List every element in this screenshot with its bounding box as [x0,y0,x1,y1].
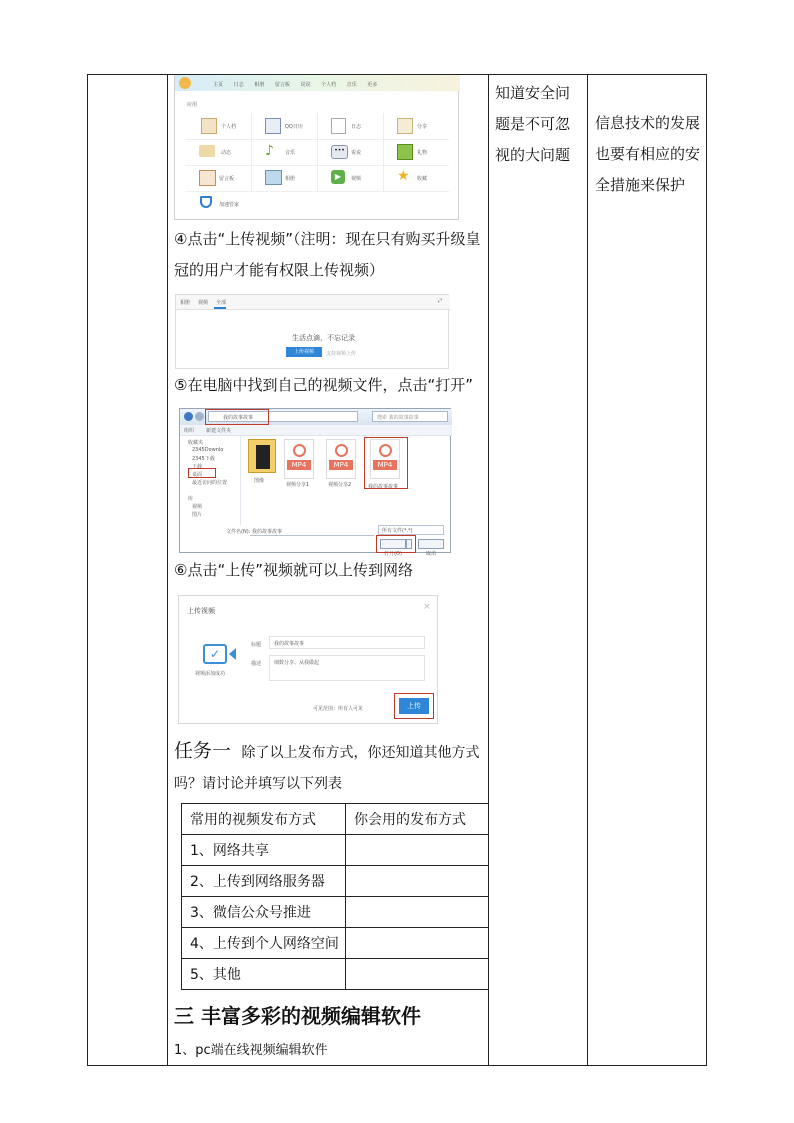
app-label: 音乐 [285,150,296,156]
sidebar-item-videos[interactable]: 视频 [192,504,203,510]
step-5-text: ⑤在电脑中找到自己的视频文件，点击“打开” [174,376,473,394]
desktop-highlight [188,468,216,478]
file-item-folder[interactable] [246,439,280,487]
mp4-file-icon: MP4 [284,439,314,479]
answer-cell[interactable] [346,959,489,990]
publish-methods-table [181,803,489,990]
table-bottom-border [87,1065,707,1066]
sidebar-item-library[interactable]: 库 [188,496,194,502]
section-3-heading: 三 丰富多彩的视频编辑软件 [174,1004,421,1028]
filename-input-line[interactable] [250,535,374,536]
header-common-methods: 常用的视频发布方式 [182,804,346,835]
table-row [182,866,489,897]
answer-cell[interactable] [346,835,489,866]
mp4-file-icon: MP4 [326,439,356,479]
camera-lens-icon [229,648,236,660]
tab-album[interactable]: 相册 [180,300,191,306]
upload-hint: 支持视频上传 [326,351,357,357]
upload-video-button-label: 上传视频 [293,349,314,355]
app-tile-video[interactable] [317,165,384,192]
photo-icon [265,170,282,185]
filetype-select[interactable] [378,525,444,535]
board-icon [199,170,216,186]
dialog-title: 上传视频 [187,607,215,615]
app-label: 相册 [285,176,296,182]
app-tile-board[interactable] [185,165,252,192]
shield-icon [200,196,212,208]
upload-status: 视频添加成功 [195,671,226,677]
title-value: 我的故事故事 [274,641,305,647]
qzone-nav-bar [175,75,460,91]
app-tile-favorites[interactable] [383,165,449,192]
table-header-row [182,804,489,835]
nav-item-album[interactable]: 相册 [254,82,265,88]
chat-bubble-icon: ••• [331,145,348,159]
play-icon: ▶ [331,170,345,184]
calendar-icon [265,118,281,134]
sidebar-item-recent[interactable]: 最近访问的位置 [192,480,228,486]
app-label: 视频 [351,176,362,182]
video-camera-icon: ✓ [203,644,227,664]
nav-sidebar [180,435,241,525]
qzone-nav-items [213,81,377,88]
folder-content-icon [256,445,270,469]
upload-video-page-screenshot [175,294,449,369]
open-button-label: 打开(O) [384,551,402,557]
sidebar-item-favorites[interactable]: 收藏夹 [188,440,204,446]
upload-button-highlight [284,345,324,359]
blog-icon [331,118,346,134]
sidebar-item-2345downlo[interactable]: 2345Downlo [192,447,224,453]
expand-icon[interactable]: ⤢ [438,298,443,304]
app-label: 动态 [221,150,232,156]
cancel-button-label: 取消 [425,551,436,557]
file-label: 视频分享2 [328,482,352,488]
filetype-value: 所有文件(*.*) [382,528,413,534]
app-label: 加速管家 [219,202,240,208]
qzone-apps-screenshot [174,75,459,220]
step-6-text: ⑥点击“上传”视频就可以上传到网络 [174,561,413,579]
step-4-text: ④点击“上传视频”（注明：现在只有购买升级皇冠的用户才能有权限上传视频） [174,230,481,279]
task-text: 除了以上发布方式，你还知道其他方式吗？请讨论并填写以下列表 [174,745,480,792]
tab-bar [176,295,450,310]
upload-button-highlight [394,693,434,719]
file-item-share2[interactable] [322,439,362,487]
search-placeholder: 搜索 我的故事故事 [377,415,419,421]
open-button-highlight [376,535,416,553]
app-tile-feed[interactable] [185,139,252,166]
nav-item-blog[interactable]: 日志 [233,82,244,88]
method-cell: 2、上传到网络服务器 [182,866,346,897]
folder-path: 我的故事故事 [223,415,254,421]
app-tile-album[interactable] [251,165,318,192]
table-row [182,928,489,959]
star-icon: ★ [397,168,410,184]
app-tile-blog[interactable] [317,113,384,140]
table-left-border [87,74,88,1066]
upload-dialog-screenshot [178,595,438,724]
filename-value: 我的故事故事 [252,529,283,535]
task-paragraph [174,736,486,800]
tab-all[interactable]: 全部 [216,300,227,306]
app-label: 礼物 [417,150,428,156]
col-divider-3 [587,74,588,1066]
app-tile-share[interactable] [383,113,449,140]
gift-icon [397,144,413,160]
sidebar-item-desktop[interactable]: 桌面 [192,472,203,478]
tab-active-indicator [214,307,226,309]
app-label: 说说 [351,150,362,156]
app-tile-security[interactable] [185,191,251,217]
table-row [182,897,489,928]
search-box[interactable] [372,411,448,422]
title-input[interactable] [269,636,425,649]
forward-arrow-icon[interactable] [195,412,204,421]
app-tile-profile[interactable] [185,113,252,140]
upload-button-label: 上传 [407,702,421,710]
nav-item-home[interactable]: 主页 [213,82,224,88]
share-icon [397,118,413,134]
purpose-text: 知道安全问题是不可忽视的大问题 [495,84,571,164]
app-tile-music[interactable] [251,139,318,166]
method-cell: 3、微信公众号推进 [182,897,346,928]
nav-item-board[interactable]: 留言板 [274,82,290,88]
app-label: 留言板 [219,176,235,182]
method-cell: 4、上传到个人网络空间 [182,928,346,959]
description-value: 细数分享、从我做起 [274,660,320,666]
cancel-button[interactable] [418,539,444,557]
file-label: 图像 [254,478,265,484]
qzone-logo-icon [179,77,191,89]
empty-state-slogan: 生活点滴，不忘记录 [292,334,355,342]
item-1-text: 1、pc端在线视频编辑软件 [174,1043,328,1058]
description-label: 描述 [251,661,262,667]
path-highlight [205,409,269,425]
nav-item-talk[interactable]: 说说 [300,82,311,88]
music-note-icon: ♪ [265,143,274,159]
apps-section-title: 应用 [187,102,198,108]
file-item-share1[interactable] [280,439,320,487]
table-right-border [706,74,707,1066]
app-label: 日志 [351,124,362,130]
sidebar-item-pictures[interactable]: 图片 [192,512,203,518]
app-label: 收藏 [417,176,428,182]
profile-icon [201,118,217,134]
feed-icon [199,145,215,157]
tab-video[interactable]: 视频 [198,300,209,306]
significance-text: 信息技术的发展也要有相应的安全措施来保护 [595,114,701,194]
app-tile-gift[interactable] [383,139,449,166]
back-arrow-icon[interactable] [184,412,193,421]
file-label: 视频分享1 [286,482,310,488]
table-row [182,835,489,866]
description-input[interactable] [269,655,425,681]
selected-file-highlight [364,437,408,489]
sidebar-item-2345download[interactable]: 2345下载 [192,456,215,462]
file-open-dialog-screenshot [179,408,451,557]
file-label: 我的故事故事 [368,484,399,490]
new-folder-button[interactable]: 新建文件夹 [206,428,232,434]
mp4-file-icon: MP4 [370,439,400,479]
table-row [182,959,489,990]
app-tile-calendar[interactable] [251,113,318,140]
answer-cell[interactable] [346,866,489,897]
method-cell: 1、网络共享 [182,835,346,866]
nav-item-more[interactable]: 更多 [367,82,378,88]
app-label: 个人档 [221,124,237,130]
task-heading: 任务一 [174,740,232,762]
nav-item-profile[interactable]: 个人档 [321,82,337,88]
nav-item-music[interactable]: 音乐 [346,82,357,88]
method-cell: 5、其他 [182,959,346,990]
close-icon[interactable]: × [423,602,431,612]
title-label: 标题 [251,642,262,648]
app-tile-talk[interactable] [317,139,384,166]
app-label: QQ日历 [285,124,303,130]
organize-button[interactable]: 组织 [184,428,195,434]
col-divider-1 [167,74,168,1066]
app-label: 分享 [417,124,428,130]
sidebar-item-downloads[interactable]: 下载 [192,464,203,470]
filename-label: 文件名(N): [226,529,251,535]
apps-grid [185,113,455,218]
header-your-methods: 你会用的发布方式 [346,804,489,835]
answer-cell[interactable] [346,897,489,928]
answer-cell[interactable] [346,928,489,959]
visibility-setting[interactable]: 可见范围：所有人可见 [313,706,364,712]
